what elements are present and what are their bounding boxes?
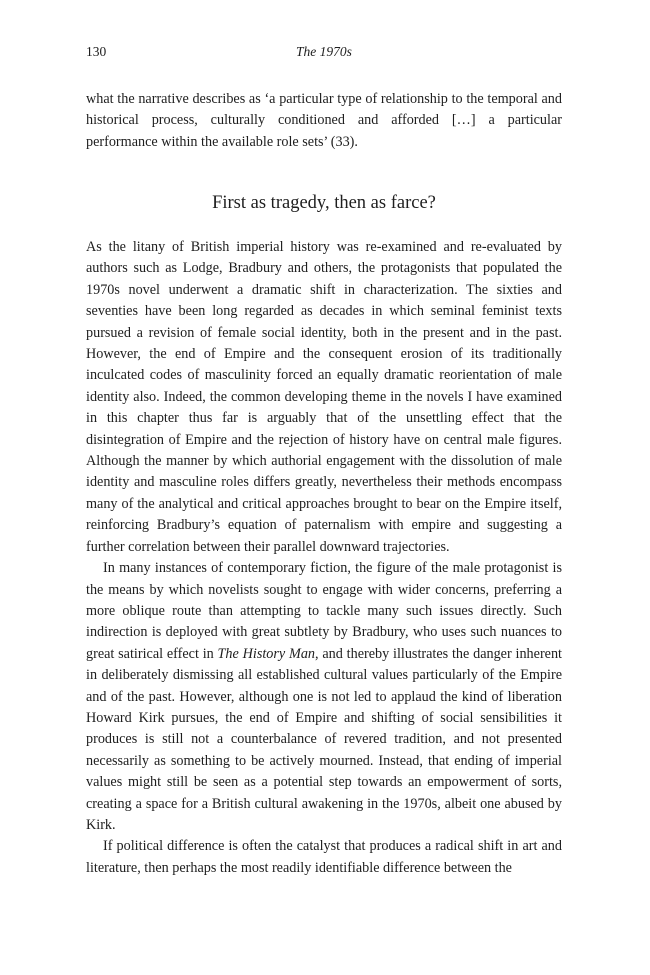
page-number: 130 — [86, 44, 107, 59]
paragraph: If political difference is often the catalyst that produces a radical shift in art and literature, then perhaps the most readily identifiable difference between the — [86, 838, 562, 876]
paragraph: As the litany of British imperial history was re-examined and re-evaluated by authors such as Lodge, Bradbury and others, the protagonists that populated the 1970s novel underwent a dramatic shift in characterization. The sixties and seventies have been long regarded as decades in which seminal feminist texts pursued a revision of female social identity, both in the present and in the past. However, the end of Empire and the consequent erosion of its traditionally inculcated codes of masculinity forced an equally dramatic reorientation of male identity also. Indeed, the common developing theme in the novels I have examined in this chapter thus far is arguably that of the unsettling effect that the disintegration of Empire and the rejection of history have on central male figures. Although the manner by which authorial engagement with the dissolution of male identity and masculine roles differs greatly, nevertheless their methods encompass many of the analytical and critical approaches brought to bear on the Empire itself, reinforcing Bradbury’s equation of paternalism with empire and suggesting a further correlation between their parallel downward trajectories. — [86, 239, 562, 555]
text-run: In many instances of contemporary fiction, the figure of the male protagonist is the means by which novelists sought to engage with wider concerns, preferring a more oblique route than attempting to tackle many such issues directly. Such indirection is deployed with great subtlety by Bradbury, who uses such nuances to great satirical effect in — [86, 560, 562, 662]
page-header — [86, 44, 562, 64]
paragraph: what the narrative describes as ‘a particular type of relationship to the temporal and historical process, culturally conditioned and afforded […] a particular performance within the available role sets’ (33). — [86, 91, 562, 150]
running-title: The 1970s — [296, 44, 352, 59]
section-heading: First as tragedy, then as farce? — [212, 193, 436, 213]
opening-paragraph-block — [86, 89, 562, 153]
main-text-block — [86, 237, 562, 879]
paragraph — [86, 558, 562, 836]
text-run: , and thereby illustrates the danger inherent in deliberately dismissing all established cultural values particularly of the Empire and of the past. However, although one is not led to applaud the kind of liberation Howard Kirk pursues, the end of Empire and shifting of social sensibilities it produces is still not a counterbalance of revered tradition, and not presented necessarily as something to be actively mourned. Instead, that ending of imperial values might still be seen as a potential step towards an empowerment of sorts, creating a space for a British cultural awakening in the 1970s, albeit one abused by Kirk. — [86, 645, 562, 833]
book-title: The History Man — [217, 645, 316, 662]
